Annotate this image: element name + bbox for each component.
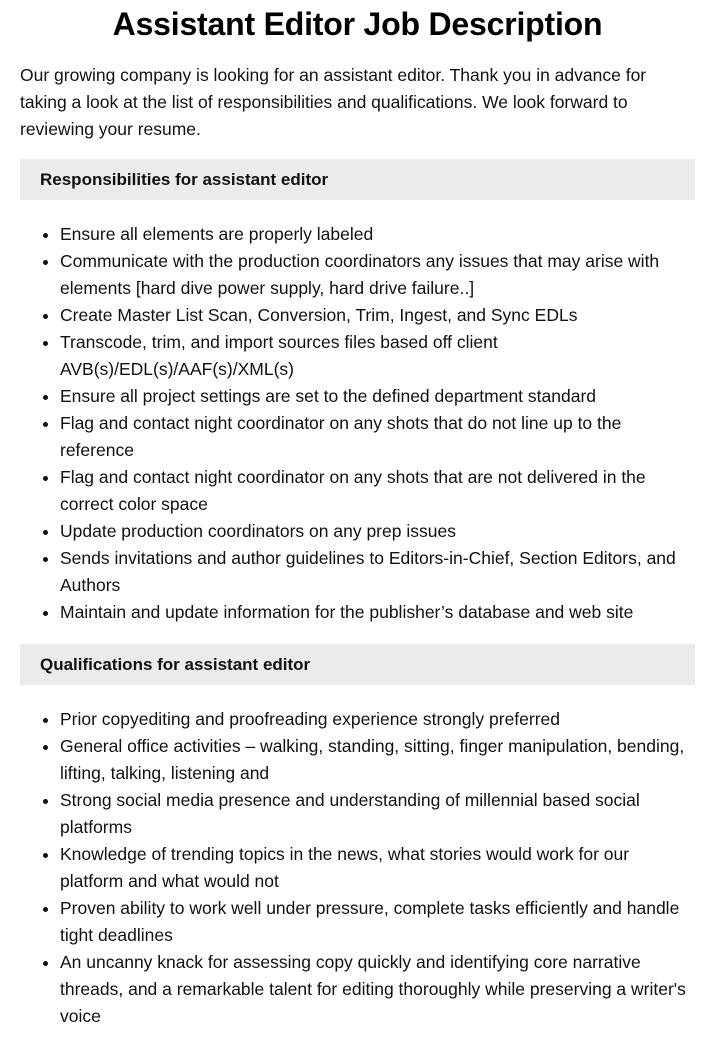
intro-paragraph: Our growing company is looking for an assistant editor. Thank you in advance for taking a look at the list of responsibilities and qualifications. We look forward to reviewing your resume. — [20, 65, 647, 139]
list-item: Flag and contact night coordinator on any shots that are not delivered in the correct color space — [60, 464, 695, 518]
list-item: Ensure all project settings are set to the defined department standard — [60, 383, 695, 410]
list-item: Proven ability to work well under pressure, complete tasks efficiently and handle tight deadlines — [60, 895, 695, 949]
qualifications-heading: Qualifications for assistant editor — [20, 644, 695, 685]
list-item: Communicate with the production coordinators any issues that may arise with elements [hard dive power supply, hard drive failure..] — [60, 248, 695, 302]
page-title: Assistant Editor Job Description — [112, 6, 603, 42]
list-item: Maintain and update information for the publisher’s database and web site — [60, 599, 695, 626]
list-item: Prior copyediting and proofreading experience strongly preferred — [60, 706, 695, 733]
list-item: Strong social media presence and understanding of millennial based social platforms — [60, 787, 695, 841]
list-item: An uncanny knack for assessing copy quickly and identifying core narrative threads, and a remarkable talent for editing thoroughly while preserving a writer's voice — [60, 949, 695, 1030]
list-item: General office activities – walking, standing, sitting, finger manipulation, bending, lifting, talking, listening and — [60, 733, 695, 787]
list-item: Create Master List Scan, Conversion, Trim, Ingest, and Sync EDLs — [60, 302, 695, 329]
list-item: Update production coordinators on any prep issues — [60, 518, 695, 545]
list-item: Knowledge of trending topics in the news, what stories would work for our platform and what would not — [60, 841, 695, 895]
responsibilities-heading: Responsibilities for assistant editor — [20, 159, 695, 200]
qualifications-list — [20, 706, 695, 1030]
list-item: Flag and contact night coordinator on any shots that do not line up to the reference — [60, 410, 695, 464]
list-item: Transcode, trim, and import sources files based off client AVB(s)/EDL(s)/AAF(s)/XML(s) — [60, 329, 695, 383]
list-item: Ensure all elements are properly labeled — [60, 221, 695, 248]
responsibilities-list — [20, 221, 695, 626]
list-item: Sends invitations and author guidelines to Editors-in-Chief, Section Editors, and Authors — [60, 545, 695, 599]
